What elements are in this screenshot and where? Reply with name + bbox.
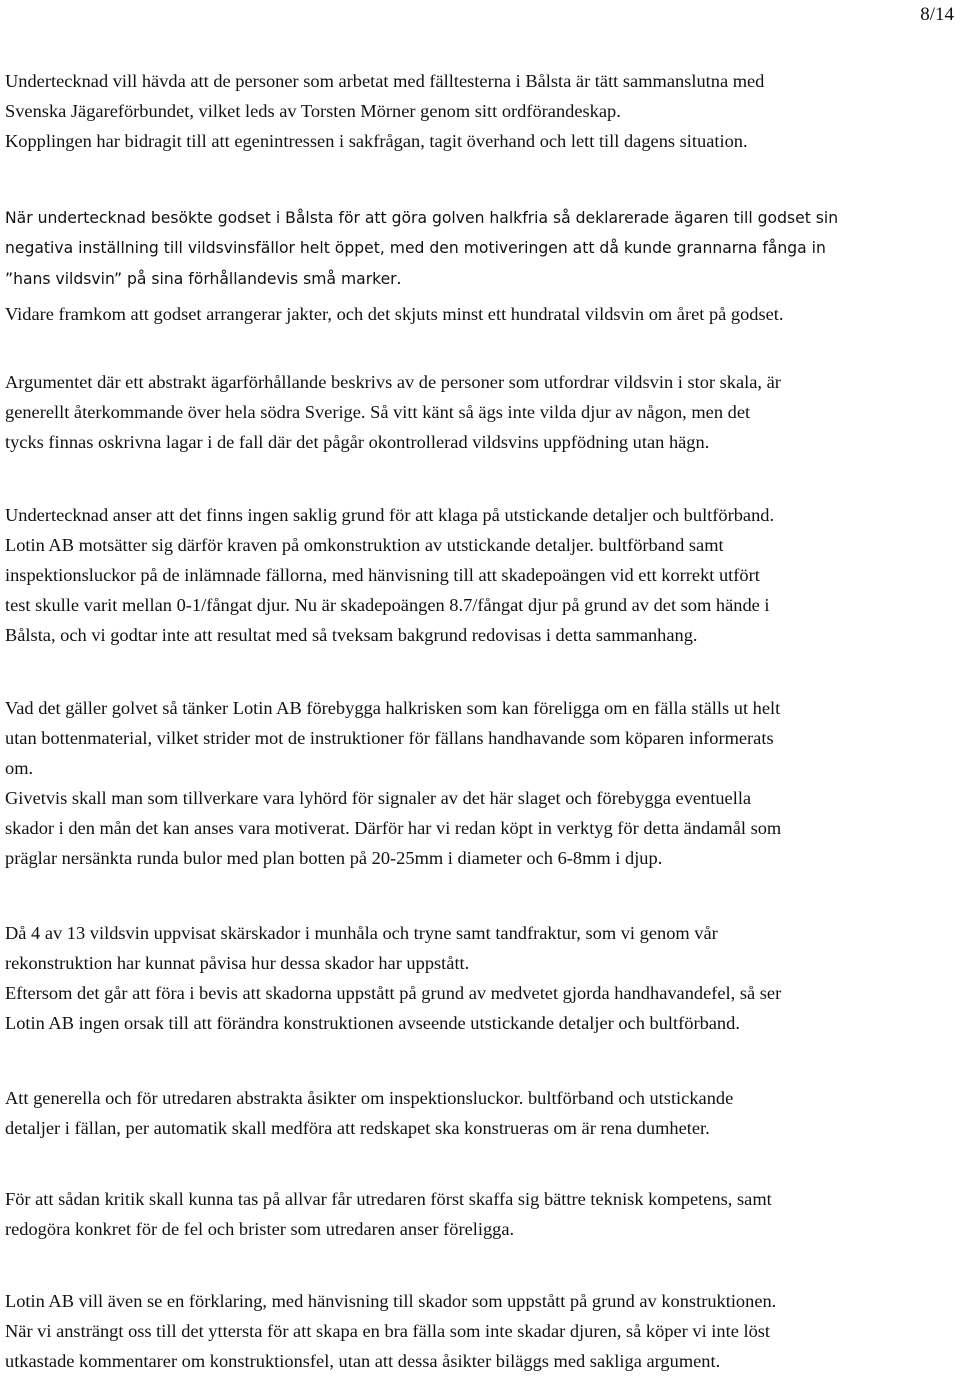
text-line: Bålsta, och vi godtar inte att resultat med så tveksam bakgrund redovisas i detta sammanhang. <box>5 625 698 645</box>
paragraph-ownership-argument <box>5 367 957 457</box>
text-line: Lotin AB vill även se en förklaring, med hänvisning till skador som uppstått på grund av konstruktionen. <box>5 1291 777 1311</box>
text-line: utan bottenmaterial, vilket strider mot de instruktioner för fällans handhavande som köparen informerats <box>5 728 774 748</box>
text-line: När undertecknad besökte godset i Bålsta för att göra golven halkfria så deklarerade ägaren till godset sin <box>5 209 839 227</box>
text-line: När vi ansträngt oss till det yttersta för att skapa en bra fälla som inte skadar djuren, så köper vi inte löst <box>5 1321 771 1341</box>
paragraph-floor <box>5 693 957 873</box>
text-line: test skulle varit mellan 0-1/fångat djur. Nu är skadepoängen 8.7/fångat djur på grund av det som hände i <box>5 595 770 615</box>
text-segment: generellt återkommande över hela södra Sverige. <box>5 402 366 422</box>
text-line: Lotin AB ingen orsak till att förändra konstruktionen avseende utstickande detaljer och bultförband. <box>5 1013 740 1033</box>
text-line: negativa inställning till vildsvinsfällor helt öppet, med den motiveringen att då kunde grannarna fånga in <box>5 239 826 257</box>
text-line: Eftersom det går att föra i bevis att skadorna uppstått på grund av medvetet gjorda handhavandefel, så ser <box>5 983 782 1003</box>
text-line: För att sådan kritik skall kunna tas på allvar får utredaren först skaffa sig bättre teknisk kompetens, samt <box>5 1189 772 1209</box>
text-line: Att generella och för utredaren abstrakta åsikter om inspektionsluckor. bultförband och utstickande <box>5 1088 734 1108</box>
text-line: Svenska Jägareförbundet, vilket leds av Torsten Mörner genom sitt ordförandeskap. <box>5 101 621 121</box>
paragraph-hunts <box>5 299 957 329</box>
text-line <box>5 263 957 293</box>
text-line: om. <box>5 758 34 778</box>
paragraph-no-grounds <box>5 500 957 650</box>
text-line: redogöra konkret för de fel och brister som utredaren anser föreligga. <box>5 1219 515 1239</box>
text-line: Undertecknad anser att det finns ingen saklig grund för att klaga på utstickande detaljer och bultförband. <box>5 505 775 525</box>
paragraph-general-opinions <box>5 1083 957 1143</box>
text-line: detaljer i fällan, per automatik skall medföra att redskapet ska konstrueras om är rena dumheter. <box>5 1118 710 1138</box>
text-segment: ”hans vildsvin” på sina förhållandevis små marker <box>5 270 397 288</box>
paragraph-affiliation <box>5 66 957 156</box>
text-line: präglar nersänkta runda bulor med plan botten på 20-25mm i diameter och 6-8mm i djup. <box>5 848 663 868</box>
text-line: tycks finnas oskrivna lagar i de fall där det pågår okontrollerad vildsvins uppfödning utan hägn. <box>5 432 710 452</box>
text-line: inspektionsluckor på de inlämnade fällorna, med hänvisning till att skadepoängen vid ett korrekt utfört <box>5 565 760 585</box>
text-line: Argumentet där ett abstrakt ägarförhållande beskrivs av de personer som utfordrar vildsvin i stor skala, är <box>5 372 781 392</box>
paragraph-estate-visit <box>5 203 957 293</box>
text-line: Kopplingen har bidragit till att egenintressen i sakfrågan, tagit överhand och lett till dagens situation. <box>5 131 748 151</box>
text-line <box>5 397 957 427</box>
paragraph-competence <box>5 1184 957 1244</box>
text-line: utkastade kommentarer om konstruktionsfel, utan att dessa åsikter biläggs med sakliga argument. <box>5 1351 721 1371</box>
text-line: rekonstruktion har kunnat påvisa hur dessa skador har uppstått. <box>5 953 470 973</box>
text-line: Givetvis skall man som tillverkare vara lyhörd för signaler av det här slaget och förebygga eventuella <box>5 788 752 808</box>
text-line: Vad det gäller golvet så tänker Lotin AB förebygga halkrisken som kan föreligga om en fälla ställs ut helt <box>5 698 781 718</box>
paragraph-explanation <box>5 1286 957 1376</box>
text-segment: Så vitt känt så ägs inte vilda djur av någon, men det <box>365 402 751 422</box>
text-line: Vidare framkom att godset arrangerar jakter, och det skjuts minst ett hundratal vildsvin om året på godset. <box>5 304 784 324</box>
text-segment: . <box>396 268 402 288</box>
text-line: Då 4 av 13 vildsvin uppvisat skärskador i munhåla och tryne samt tandfraktur, som vi genom vår <box>5 923 718 943</box>
page-number: 8/14 <box>920 4 954 25</box>
text-line: skador i den mån det kan anses vara motiverat. Därför har vi redan köpt in verktyg för detta ändamål som <box>5 818 782 838</box>
paragraph-injuries <box>5 918 957 1038</box>
text-line: Undertecknad vill hävda att de personer som arbetat med fälltesterna i Bålsta är tätt sammanslutna med <box>5 71 765 91</box>
text-line: Lotin AB motsätter sig därför kraven på omkonstruktion av utstickande detaljer. bultförband samt <box>5 535 724 555</box>
